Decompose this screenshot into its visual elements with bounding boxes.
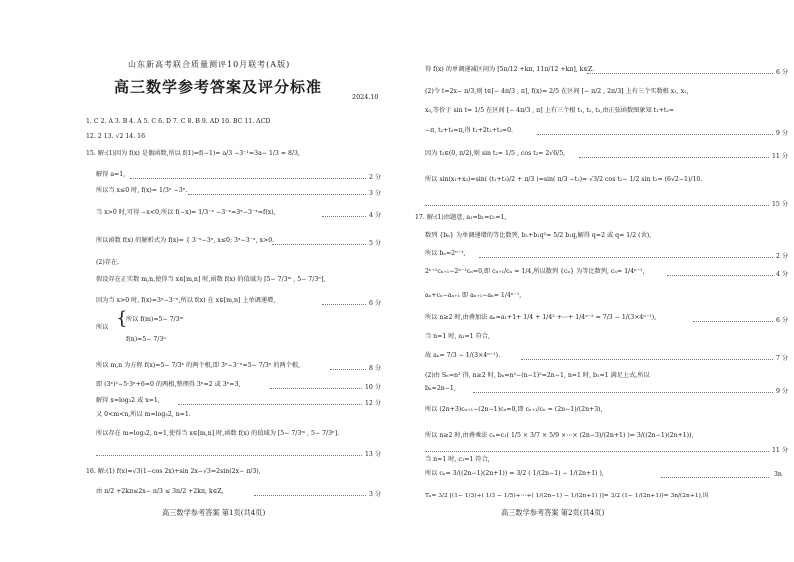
text-line: 即 (3ˣ)²−5·3ˣ+6=0 的两根,整理得 3ˣ=2 或 3ˣ=3,: [96, 381, 241, 388]
dotted-leader: [96, 455, 362, 456]
dotted-leader: [479, 257, 773, 258]
text-line: bₙ=2n−1,: [425, 385, 456, 392]
text-line: 又 0<m<n,所以 m=log₃2, n=1.: [96, 411, 191, 418]
dotted-leader: [579, 157, 769, 158]
text-line: 数列 {bₙ} 为单调递增的等比数列, b₁+b₁q²= 5/2 b₁q,解得 q=2 或 q= 1/2 (舍),: [425, 232, 652, 239]
dotted-leader: [693, 321, 773, 322]
text-line: 所以当 x≤0 时, f(x)= 1/3ˣ −3ˣ.: [96, 187, 188, 194]
score-mark: 5 分: [369, 240, 382, 247]
text-line: 得 f(x) 的单调递减区间为 [5π/12 +kπ, 11π/12 +kπ], k∈Z.: [425, 66, 595, 73]
score-mark: 7 分: [776, 355, 789, 362]
score-mark: 10 分: [365, 384, 382, 391]
score-mark: 9 分: [776, 130, 789, 137]
score-mark: 6 分: [776, 69, 789, 76]
text-line: 因为 t₂∈(0, π/2),则 sin t₂= 1/5 , cos t₂= 2√6/5,: [425, 150, 566, 157]
dotted-leader: [425, 205, 769, 206]
answers-row-1: 1. C 2. A 3. B 4. A 5. C 6. D 7. C 8. B 9. AD 10. BC 11. ACD: [86, 118, 271, 125]
text-line: 所以 bₙ=2ⁿ⁻¹,: [425, 250, 466, 257]
score-mark: 3n: [774, 471, 782, 478]
text-line: −π, t₂+t₃=π,得 t₁+2t₂+t₃=0.: [425, 127, 513, 134]
text-line: 解得 a=1,: [96, 171, 126, 178]
score-mark: 13 分: [365, 451, 382, 458]
text-line: 当 n=1 时, c₁=1 符合,: [425, 456, 490, 463]
score-mark: 15 分: [772, 201, 789, 208]
dotted-leader: [130, 178, 366, 179]
dotted-leader: [661, 477, 769, 478]
text-line: x₃,等价于 sin t= 1/5 在区间 [− 4π/3 , π] 上有三个根 t₁, t₂, t₃,由正弦函数图象知 t₁+t₂=: [425, 107, 675, 114]
text-line: 所以函数 f(x) 的解析式为 f(x)= { 3⁻ˣ−3ˣ, x≤0; 3ˣ−3⁻ˣ, x>0.: [96, 237, 275, 244]
page-footer: 高三数学参考答案 第1页(共4页): [162, 508, 266, 517]
exam-date: 2024.10: [352, 93, 379, 101]
score-mark: 4 分: [776, 271, 789, 278]
score-mark: 11 分: [772, 447, 789, 454]
text-line: 所以: [96, 324, 109, 331]
text-line: 15. 解:(1)因为 f(x) 是偶函数,所以 f(1)=f(−1)= a/3 −3⁻¹=3a− 1/3 = 8/3,: [86, 150, 300, 157]
text-line: 故 aₙ= 7/3 − 1/(3×4ⁿ⁻¹).: [425, 352, 501, 359]
text-line: 所以 (2n+3)cₙ₊₁−(2n−1)cₙ=0,即 cₙ₊₁/cₙ = (2n−1)/(2n+3),: [425, 406, 603, 413]
dotted-leader: [537, 134, 773, 135]
page-title: 高三数学参考答案及评分标准: [114, 78, 323, 96]
score-mark: 3 分: [369, 190, 382, 197]
dotted-leader: [272, 244, 366, 245]
dotted-leader: [425, 451, 769, 452]
right-page: [397, 0, 794, 562]
text-line: 所以存在 m=log₃2, n=1,使得当 x∈[m,n] 时,函数 f(x) 的值域为 [5− 7/3ᵐ , 5− 7/3ⁿ].: [96, 430, 340, 437]
dotted-leader: [270, 388, 362, 389]
score-mark: 6 分: [369, 300, 382, 307]
dotted-leader: [587, 73, 773, 74]
score-mark: 6 分: [776, 317, 789, 324]
text-line: Tₙ= 3/2 [(1− 1/3)+( 1/3 − 1/5)+⋯+( 1/(2n−1) − 1/(2n+1) )]= 3/2 (1− 1/(2n+1))= 3n/(2n+1),因: [425, 493, 709, 499]
text-line: 所以 n≥2 时,由叠乘法 cₙ=c₁( 1/5 × 3/7 × 5/9 ×⋯× (2n−3)/(2n+1) )= 3/((2n−1)(2n+1)),: [425, 432, 694, 439]
score-mark: 2 分: [369, 174, 382, 181]
text-line: 所以 m,n 为方程 f(x)=5− 7/3ˣ 的两个根,即 3ˣ−3⁻ˣ=5− 7/3ˣ 的两个根,: [96, 362, 301, 369]
score-mark: 4 分: [369, 212, 382, 219]
page-footer: 高三数学参考答案 第2页(共4页): [501, 508, 605, 517]
dotted-leader: [188, 194, 366, 195]
text-line: (2)由 Sₙ=n² 得, n≥2 时, bₙ=n²−(n−1)²=2n−1, n=1 时, b₁=1 满足上式,所以: [425, 372, 650, 379]
text-line: 所以 cₙ= 3/((2n−1)(2n+1)) = 3/2 ( 1/(2n−1) − 1/(2n+1) ),: [425, 470, 604, 477]
score-mark: 12 分: [365, 400, 382, 407]
text-line: 17. 解:(1)由题意, a₁=b₁=c₁=1,: [415, 214, 507, 221]
text-line: 假设存在正实数 m,n,使得当 x∈[m,n] 时,函数 f(x) 的值域为 [5− 7/3ᵐ , 5− 7/3ⁿ],: [96, 276, 326, 283]
dotted-leader: [667, 275, 773, 276]
score-mark: 2 分: [776, 253, 789, 260]
score-mark: 11 分: [772, 153, 789, 160]
answers-row-2: 12. 2 13. √2 14. 16: [86, 133, 146, 140]
text-line: aₙ+cₙ−aₙ₊₁ 即 aₙ₊₁−aₙ= 1/4ⁿ⁻¹,: [425, 292, 522, 299]
text-line: (2)存在.: [96, 259, 120, 266]
score-mark: 8 分: [369, 365, 382, 372]
text-line: 由 π/2 +2kπ≤2x− π/3 ≤ 3π/2 +2kπ, k∈Z,: [96, 488, 224, 495]
score-mark: 3 分: [369, 491, 382, 498]
dotted-leader: [330, 369, 366, 370]
text-line: 因为当 x>0 时, f(x)=3ˣ−3⁻ˣ,所以 f(x) 在 x∈[m,n] 上单调递增,: [96, 297, 276, 304]
system-brace: {: [116, 308, 128, 329]
dotted-leader: [473, 392, 773, 393]
dotted-leader: [254, 495, 366, 496]
text-line: 16. 解:(1) f(x)=√3(1−cos 2x)+sin 2x−√3=2sin(2x− π/3),: [86, 468, 261, 475]
text-line: 所以 n≥2 时,由叠加法 aₙ=a₁+1+ 1/4 + 1/4² +⋯+ 1/4ⁿ⁻² = 7/3 − 1/(3×4ⁿ⁻¹),: [425, 314, 657, 321]
score-mark: 9 分: [776, 388, 789, 395]
text-line: 解得 x=log₃2 或 x=1,: [96, 397, 160, 404]
dotted-leader: [521, 359, 773, 360]
text-line: 所以 f(m)=5− 7/3ᵐ: [126, 316, 184, 323]
text-line: 2ⁿ⁺¹cₙ₊₁−2ⁿ⁻¹cₙ=0,即 cₙ₊₁/cₙ = 1/4,所以数列 {cₙ} 为等比数列, cₙ= 1/4ⁿ⁻¹,: [425, 268, 645, 275]
text-line: (2)令 t=2x− π/3,则 t∈[− 4π/3 , π], f(x)= 2/5 在区间 [− π/2 , 2π/3] 上有三个实数根 x₁, x₂,: [425, 88, 689, 95]
text-line: 当 x>0 时,可得 −x<0,所以 f(−x)= 1/3⁻ˣ −3⁻ˣ=3ˣ−3⁻ˣ=f(x),: [96, 209, 276, 216]
text-line: f(n)=5− 7/3ⁿ: [126, 336, 167, 343]
exam-header: 山东新高考联合质量测评10月联考(A版): [128, 60, 291, 69]
dotted-leader: [322, 304, 366, 305]
dotted-leader: [178, 404, 362, 405]
dotted-leader: [322, 216, 366, 217]
text-line: 所以 sin(x₁+x₃)=sin( (t₁+t₃)/2 + π/3 )=sin( π/3 −t₂)= √3/2 cos t₂− 1/2 sin t₂= (6√2−1)/10.: [425, 176, 703, 183]
text-line: 当 n=1 时, a₁=1 符合,: [425, 333, 490, 340]
